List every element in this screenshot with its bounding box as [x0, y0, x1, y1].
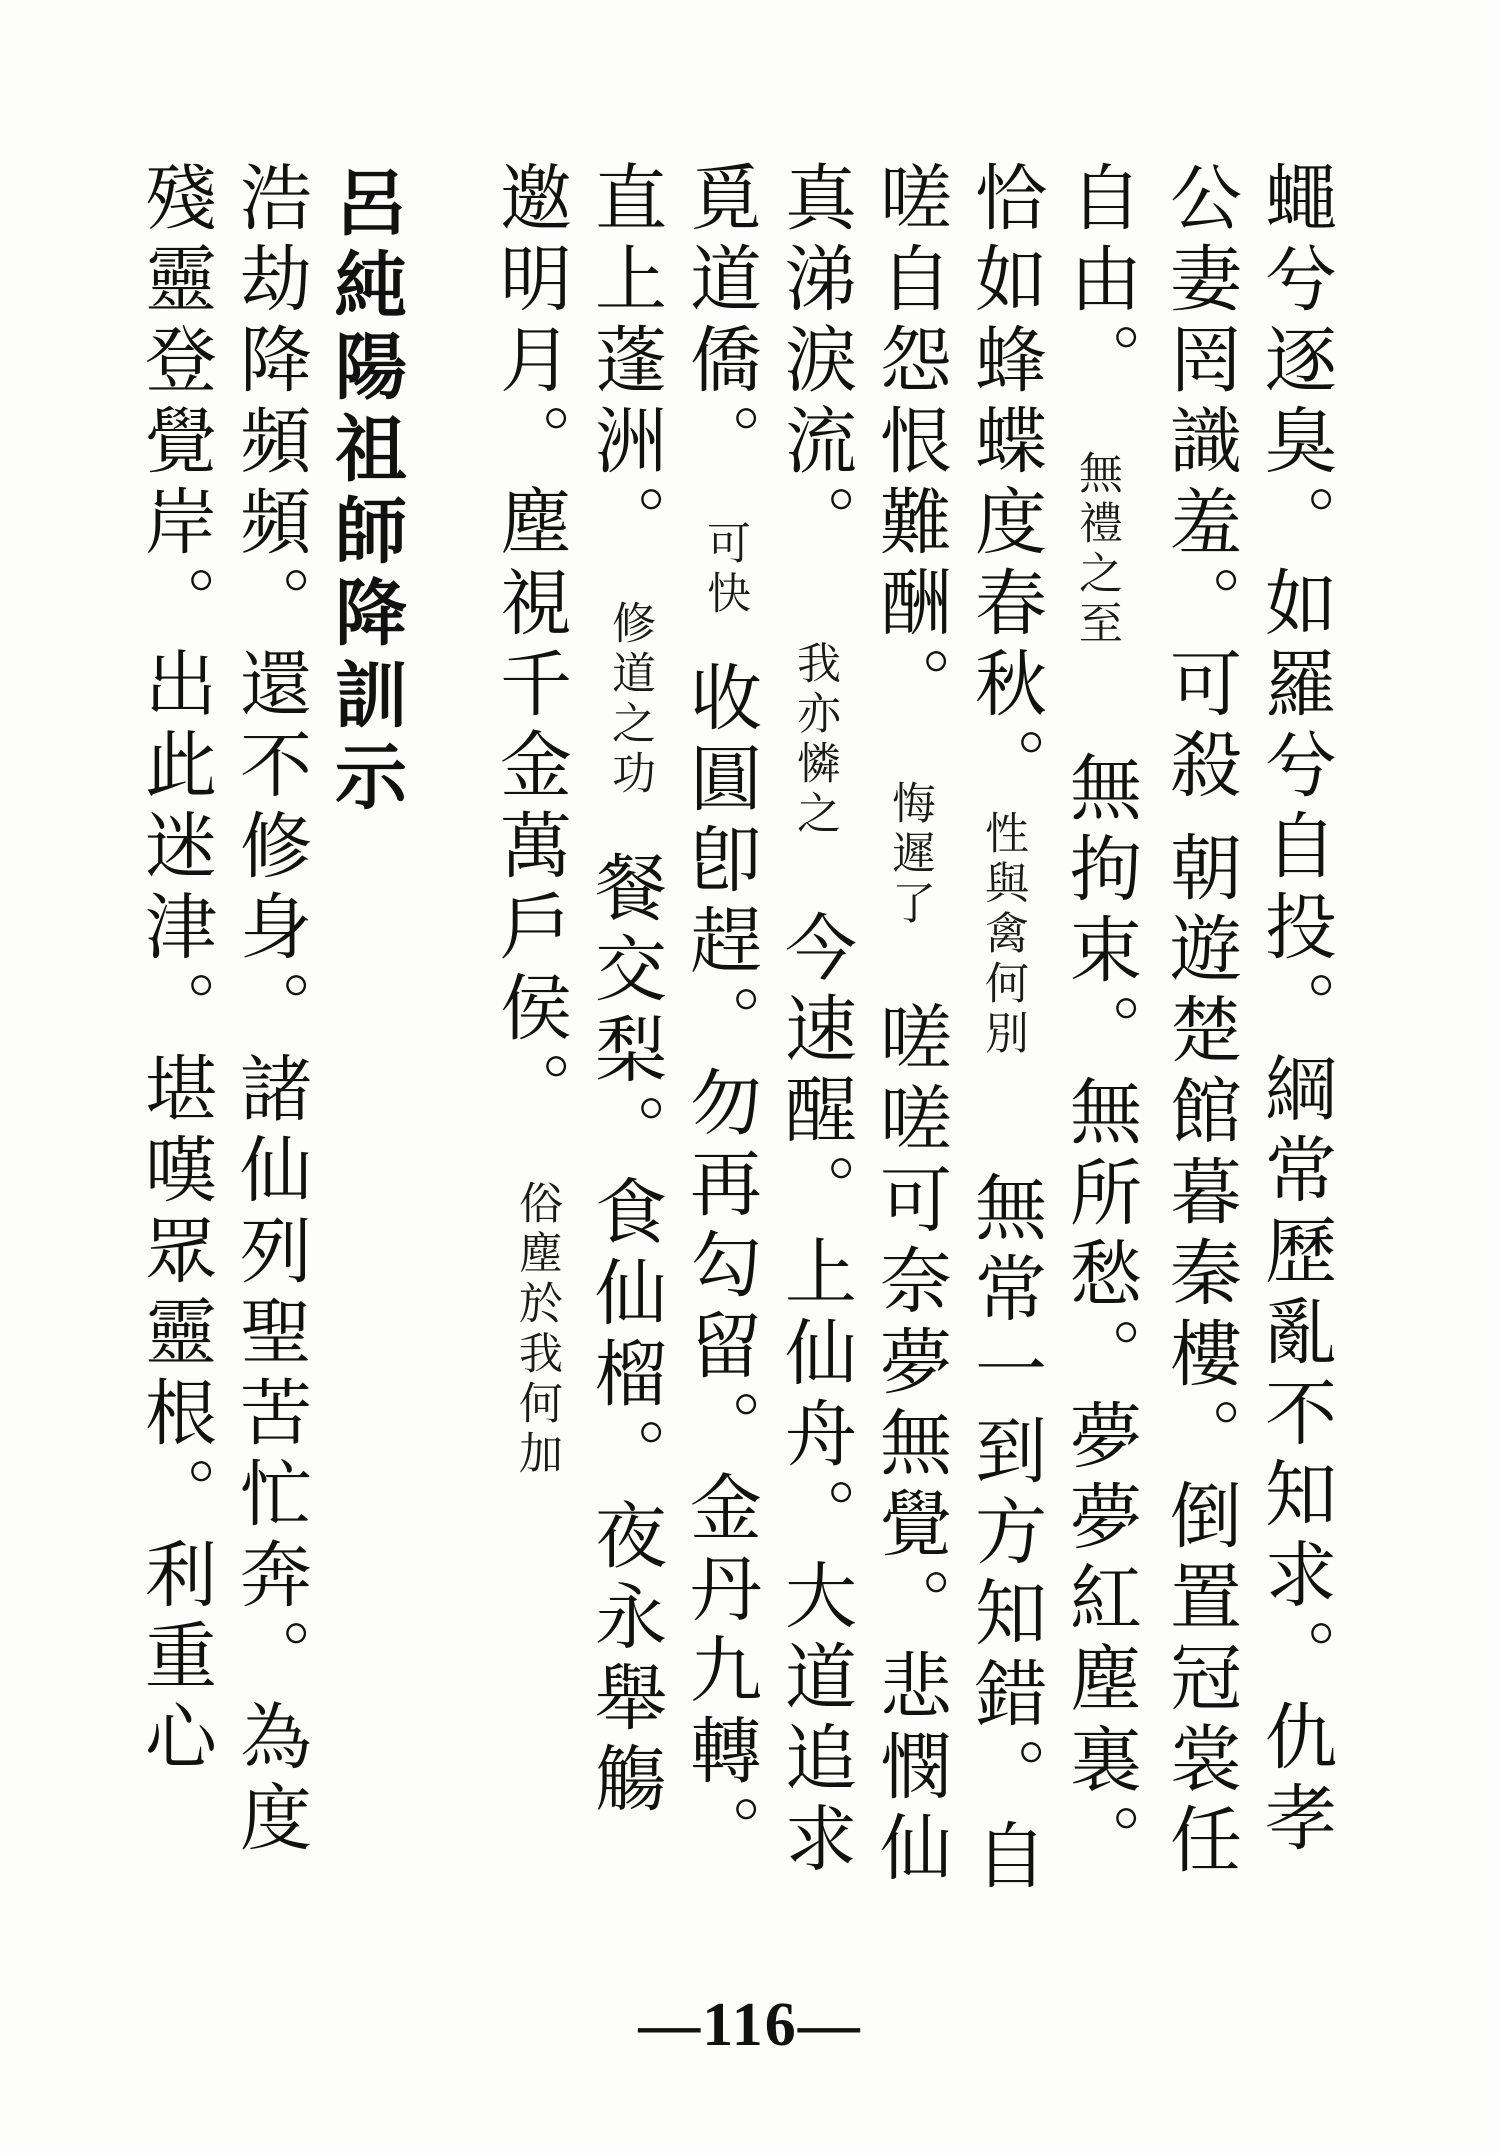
annotation-column-4: 性與禽何別: [977, 810, 1028, 1060]
text-column-6b: 今速醒。上仙舟。大道追求: [773, 910, 857, 1882]
text-column-7b: 收圓卽趕。勿再勾留。金丹九轉。: [678, 660, 762, 1875]
text-column-8b: 餐交梨。食仙榴。夜永舉觴: [583, 850, 667, 1822]
text-column-3a: 自由。: [1058, 160, 1142, 403]
text-column-7a: 覓道僑。: [678, 160, 762, 484]
text-column-8a: 直上蓬洲。: [583, 160, 667, 565]
annotation-column-7: 可快: [699, 520, 750, 620]
text-column-12: 殘靈登覺岸。出此迷津。堪嘆眾靈根。利重心: [133, 160, 217, 1780]
text-column-1: 蠅兮逐臭。如羅兮自投。綱常歷亂不知求。仇孝: [1253, 160, 1337, 1861]
text-column-4a: 恰如蜂蝶度春秋。: [963, 160, 1047, 808]
text-column-5a: 嗟自怨恨難酬。: [868, 160, 952, 727]
section-title: 呂純陽祖師降訓示: [323, 165, 408, 821]
text-column-6a: 真涕淚流。: [773, 160, 857, 565]
annotation-column-9: 俗塵於我何加: [511, 1180, 562, 1480]
text-column-5b: 嗟嗟可奈夢無覺。悲憫仙: [868, 1000, 952, 1891]
text-column-2b: 朝遊楚館暮秦樓。倒置冠裳任: [1158, 830, 1242, 1883]
text-column-4b: 無常一到方知錯。自: [963, 1170, 1047, 1899]
annotation-column-6: 我亦憐之: [789, 640, 840, 840]
annotation-column-5: 悔遲了: [884, 780, 935, 930]
page-number: —116—: [638, 1991, 862, 2059]
annotation-column-8: 修道之功: [604, 600, 655, 800]
text-column-9a: 邀明月。塵視千金萬戶侯。: [488, 160, 572, 1132]
text-column-11: 浩劫降頻頻。還不修身。諸仙列聖苦忙奔。為度: [228, 160, 312, 1861]
text-column-3b: 無拘束。無所愁。夢夢紅塵裏。: [1058, 750, 1142, 1884]
annotation-column-3: 無禮之至: [1071, 450, 1122, 650]
text-column-2a: 公妻罔識羞。可殺: [1158, 160, 1242, 808]
